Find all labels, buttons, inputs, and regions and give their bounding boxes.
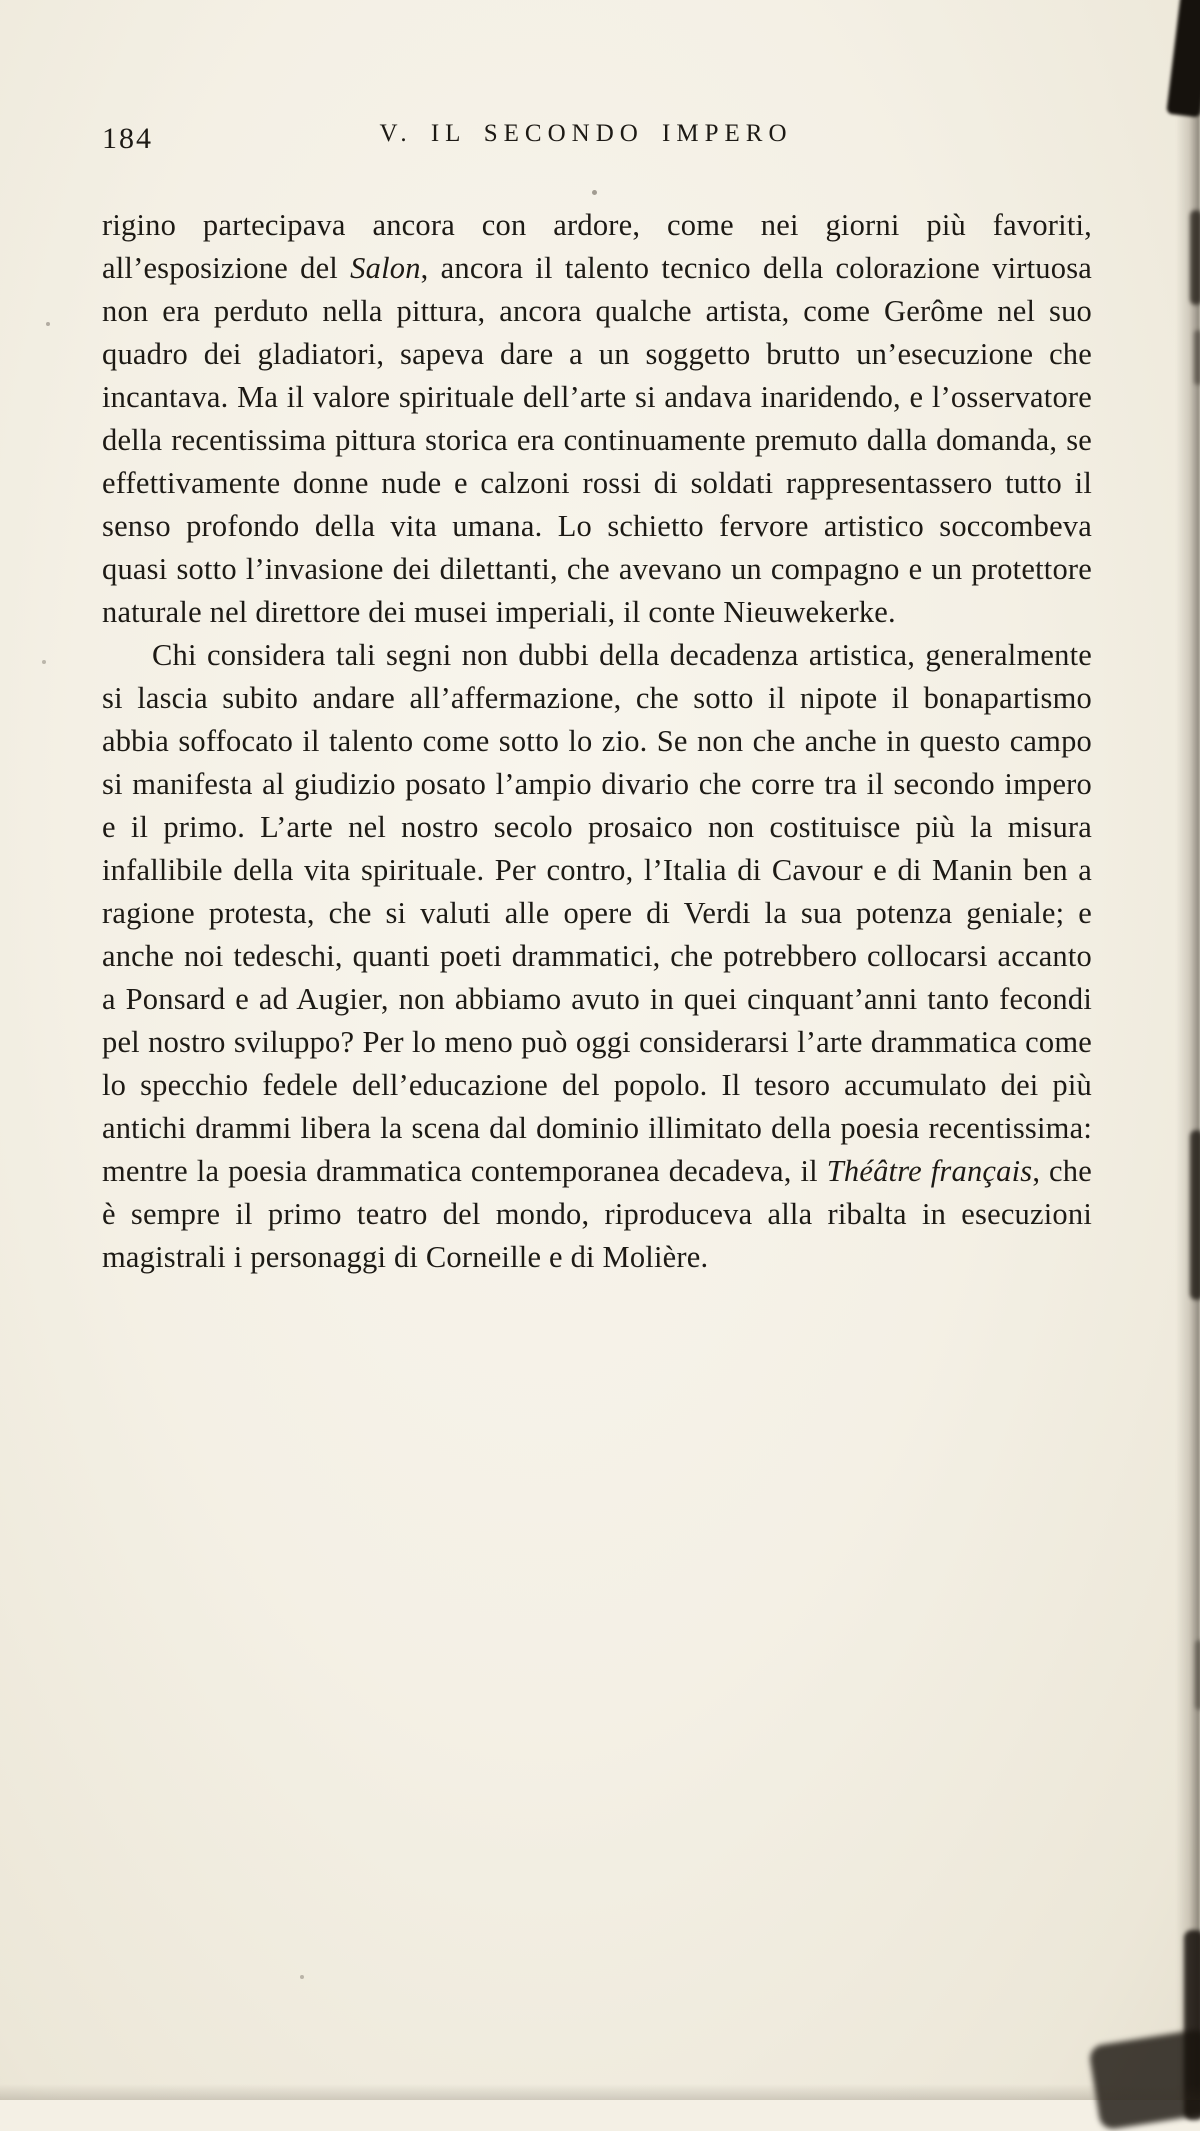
running-header: V. IL SECONDO IMPERO (379, 120, 793, 147)
scan-speck (42, 660, 46, 664)
scan-bottom-shadow (0, 2084, 1200, 2100)
scan-smudge (1190, 1130, 1200, 1300)
text-run: Chi considera tali segni non dubbi della decadenza artistica, generalmente si lascia subito andare all’affermazione, che sotto il nipote il bonapartismo abbia soffocato il talento come sotto lo zio. Se non che anche in questo campo si manifesta al giudizio posato l’ampio divario che corre tra il secondo impero e il primo. L’arte nel nostro secolo prosaico non costituisce più la misura infallibile della vita spirituale. Per contro, l’Italia di Cavour e di Manin ben a ragione protesta, che si valuti alle opere di Verdi la sua potenza geniale; e anche noi tedeschi, quanti poeti drammatici, che potrebbero collocarsi accanto a Ponsard e ad Augier, non abbiamo avuto in quei cinquant’anni tanto fecondi pel nostro sviluppo? Per lo meno può oggi considerarsi l’arte drammatica come lo specchio fedele dell’educazione del popolo. Il tesoro accumulato dei più antichi drammi libera la scena dal dominio illimitato della poesia recentissima: mentre la poesia drammatica contemporanea decadeva, il (102, 638, 1092, 1188)
italic-run: Salon (350, 251, 421, 285)
page-header (102, 118, 1070, 162)
scan-smudge (1190, 210, 1200, 305)
scan-corner-mark-bottom (1088, 2028, 1200, 2131)
text-run: , che è sempre il primo teatro del mondo, riproduceva alla ribalta in esecuzioni magistrali i personaggi di Corneille e di Molière. (102, 1154, 1092, 1274)
page-number: 184 (102, 122, 153, 155)
paragraph (102, 634, 1092, 1279)
scan-smudge (1194, 330, 1200, 385)
paragraph (102, 204, 1092, 634)
scan-speck (46, 322, 50, 326)
body-text (102, 204, 1092, 1279)
scan-edge-shadow (1176, 0, 1200, 2100)
text-run: , ancora il talento tecnico della colorazione virtuosa non era perduto nella pittura, ancora qualche artista, come Gerôme nel suo quadro dei gladiatori, sapeva dare a un soggetto brutto un’esecuzione che incantava. Ma il valore spirituale dell’arte si andava inaridendo, e l’osservatore della recentissima pittura storica era continuamente premuto dalla domanda, se effettivamente donne nude e calzoni rossi di soldati rappresentassero tutto il senso profondo della vita umana. Lo schietto fervore artistico soccombeva quasi sotto l’invasione dei dilettanti, che avevano un compagno e un protettore naturale nel direttore dei musei imperiali, il conte Nieuwekerke. (102, 251, 1092, 629)
scan-corner-mark-top (1166, 0, 1200, 118)
scan-speck (300, 1975, 304, 1979)
scan-speck (592, 190, 597, 195)
scan-smudge (1195, 1640, 1200, 1710)
italic-run: Théâtre français (826, 1154, 1033, 1188)
text-run: rigino partecipava ancora con ardore, come nei giorni più favoriti, all’esposizione del (102, 208, 1092, 285)
